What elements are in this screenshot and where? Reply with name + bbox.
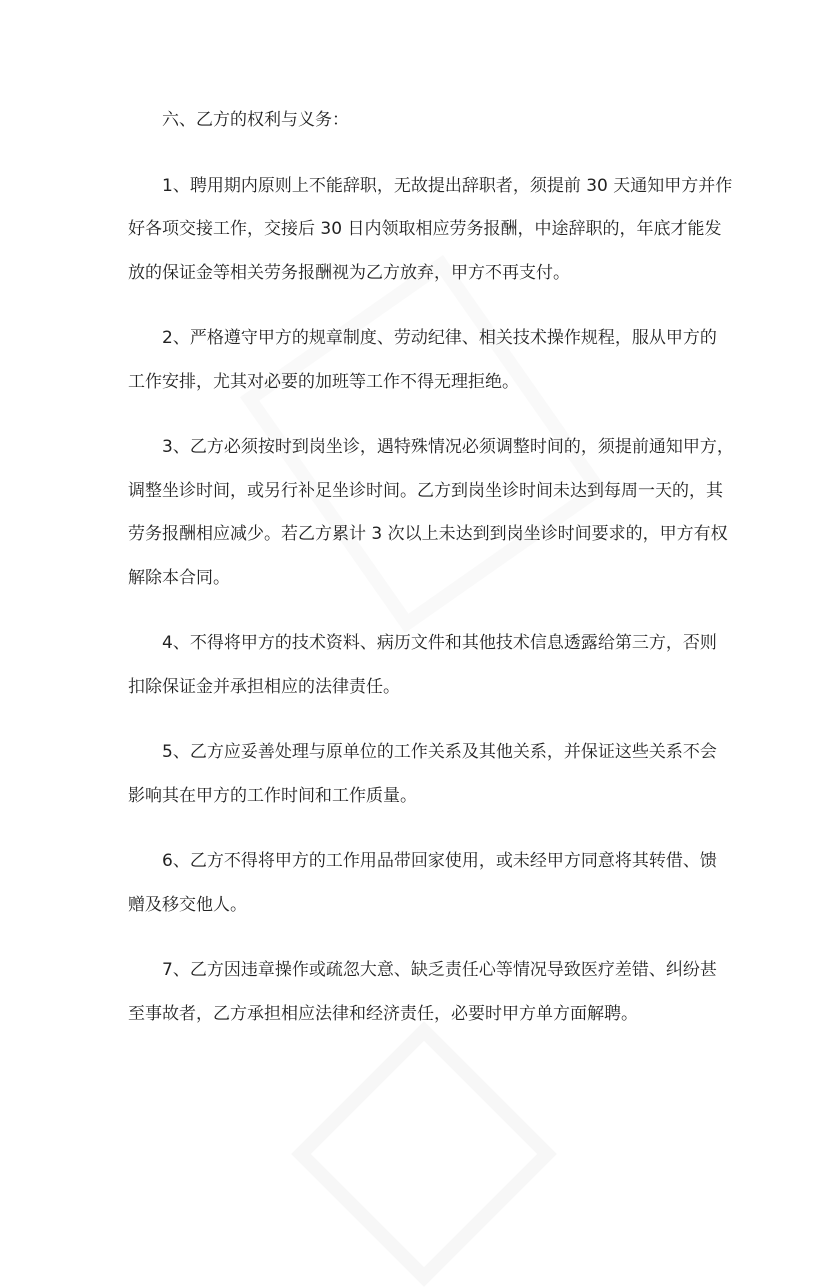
paragraph-line: 5、乙方应妥善处理与原单位的工作关系及其他关系，并保证这些关系不会	[162, 742, 717, 762]
paragraph-line: 放的保证金等相关劳务报酬视为乙方放弃，甲方不再支付。	[128, 262, 570, 283]
watermark	[291, 1021, 557, 1287]
paragraph-line: 7、乙方因违章操作或疏忽大意、缺乏责任心等情况导致医疗差错、纠纷甚	[162, 960, 717, 980]
document-page	[128, 99, 734, 1058]
paragraph-line: 好各项交接工作，交接后 30 日内领取相应劳务报酬，中途辞职的，年底才能发	[128, 219, 722, 239]
paragraph-line: 至事故者，乙方承担相应法律和经济责任，必要时甲方单方面解聘。	[128, 1003, 638, 1024]
paragraph-line: 2、严格遵守甲方的规章制度、劳动纪律、相关技术操作规程，服从甲方的	[162, 328, 717, 348]
clause-paragraph	[128, 840, 717, 927]
heading-text: 六、乙方的权利与义务：	[162, 110, 349, 130]
paragraphs	[128, 165, 734, 1037]
paragraph-line: 1、聘用期内原则上不能辞职，无故提出辞职者，须提前 30 天通知甲方并作	[162, 175, 733, 196]
clause-paragraph	[128, 622, 717, 709]
paragraph-line: 4、不得将甲方的技术资料、病历文件和其他技术信息透露给第三方，否则	[162, 633, 717, 653]
paragraph-line: 3、乙方必须按时到岗坐诊，遇特殊情况必须调整时间的，须提前通知甲方，	[162, 437, 734, 457]
paragraph-line: 6、乙方不得将甲方的工作用品带回家使用，或未经甲方同意将其转借、馈	[162, 851, 717, 871]
clause-paragraph	[128, 731, 717, 818]
section-heading	[128, 99, 706, 143]
paragraph-line: 劳务报酬相应减少。若乙方累计 3 次以上未达到到岗坐诊时间要求的，甲方有权	[128, 524, 728, 544]
paragraph-line: 调整坐诊时间，或另行补足坐诊时间。乙方到岗坐诊时间未达到每周一天的，其	[128, 480, 723, 501]
paragraph-line: 工作安排，尤其对必要的加班等工作不得无理拒绝。	[128, 371, 519, 392]
paragraph-line: 扣除保证金并承担相应的法律责任。	[128, 676, 400, 697]
paragraph-line: 赠及移交他人。	[128, 894, 247, 915]
clause-paragraph	[128, 949, 717, 1036]
clause-paragraph	[128, 165, 733, 296]
paragraph-line: 影响其在甲方的工作时间和工作质量。	[128, 785, 417, 806]
paragraph-line: 解除本合同。	[128, 567, 230, 588]
clause-paragraph	[128, 317, 717, 404]
clause-paragraph	[128, 426, 734, 600]
